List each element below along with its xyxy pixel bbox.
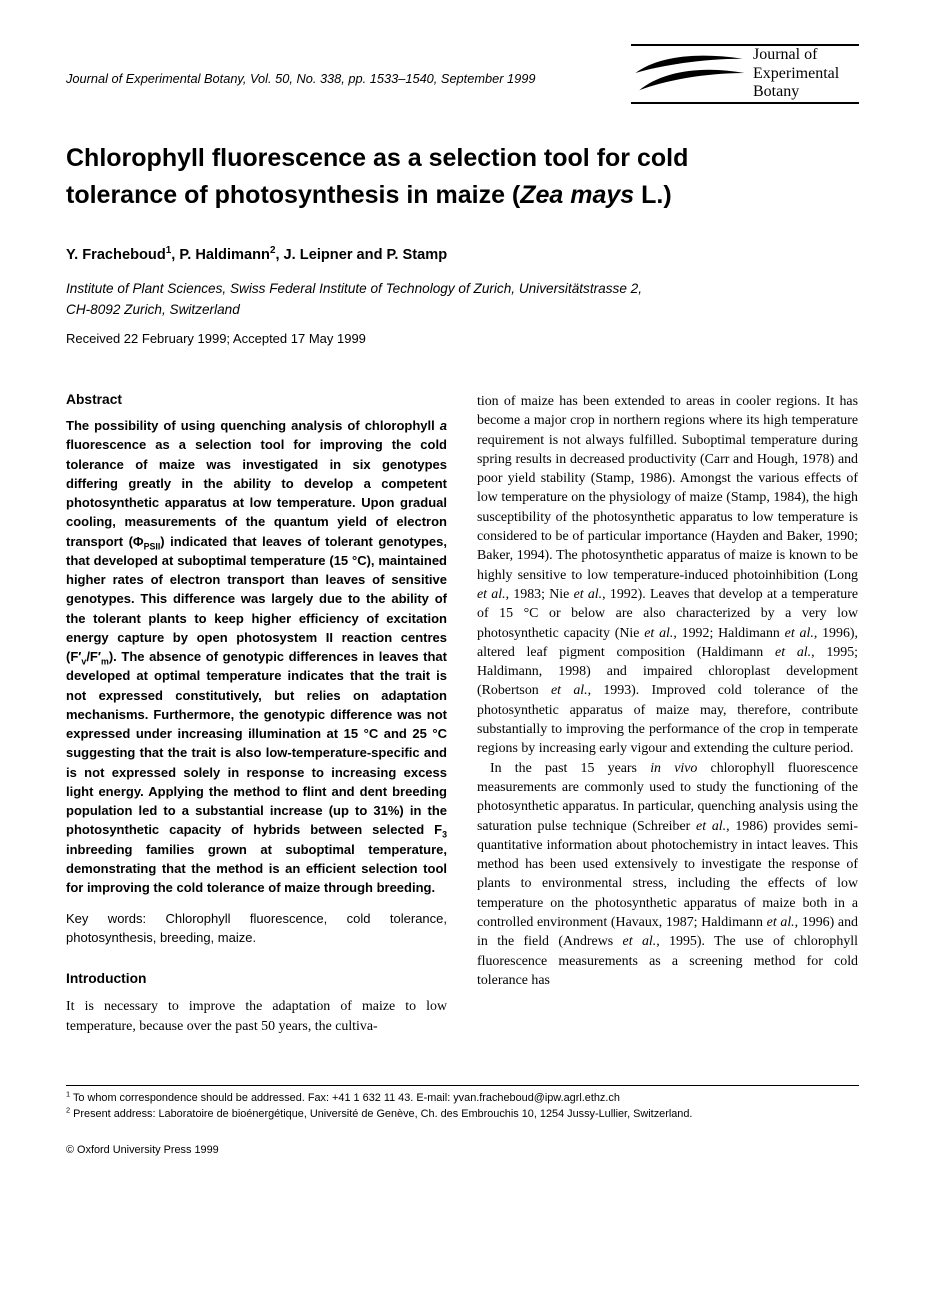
body-paragraph-2: In the past 15 years in vivo chlorophyll fluorescence measurements are commonly used to study the functioning of the photosynthetic apparatus. In particular, quenching analysis using the saturation pulse technique (Schreiber et al., 1986) provides semi-quantitative information about photochemistry in intact leaves. This method has been used extensively to investigate the response of plants to environmental stress, including the effects of low temperature on the photosynthetic apparatus of maize both in a controlled environment (Havaux, 1987; Haldimann et al., 1996) and in the field (Andrews et al., 1995). The use of chlorophyll fluorescence measurements as a screening method for cold tolerance has (477, 760, 858, 988)
logo-body (631, 46, 859, 102)
article-title-line-2: tolerance of photosynthesis in maize (Zea mays L.) (66, 181, 672, 209)
abstract-text: The possibility of using quenching analysis of chlorophyll a fluorescence as a selection tool for improving the cold tolerance of maize was investigated in six genotypes differing greatly in the ability to develop a competent photosynthetic apparatus at low temperature. Upon gradual cooling, measurements of the quantum yield of electron transport $(\Phi_{PSII})$ indicated that leaves of tolerant genotypes, that developed at suboptimal temperature (15 °C), maintained higher rates of electron transport than leaves of sensitive genotypes. This difference was largely due to the ability of the tolerant plants to keep higher efficiency of excitation energy capture by open photosystem II reaction centres $(F'_v/F'_m)$. The absence of genotypic differences in leaves that developed at optimal temperature indicates that the trait is not expressed constitutively, but relies on adaptation mechanisms. Furthermore, the genotypic difference was not expressed under increasing illumination at 15 °C and 25 °C suggesting that the trait is also low-temperature-specific and is not expressed solely in response to increasing excess light energy. Applying the method to flint and dent breeding population led to a substantial increase (up to 31%) in the photosynthetic capacity of hybrids between selected $F_3$ inbreeding families grown at suboptimal temperature, demonstrating that the method is an efficient selection tool for improving the cold tolerance of maize through breeding. (66, 418, 447, 895)
affiliation (66, 278, 776, 320)
copyright-notice: © Oxford University Press 1999 (66, 1144, 219, 1156)
logo-title-line: Journal of (753, 46, 818, 64)
footnote-divider (66, 1085, 859, 1086)
journal-logo-title (753, 46, 839, 102)
abstract-heading: Abstract (66, 392, 122, 407)
journal-logo-swoosh-icon (631, 52, 747, 96)
logo-title-line: Botany (753, 83, 800, 101)
affiliation-line-1: Institute of Plant Sciences, Swiss Federal Institute of Technology of Zurich, Universitätstrasse 2, (66, 281, 642, 296)
logo-title-line: Experimental (753, 64, 840, 82)
logo-bottom-rule (631, 102, 859, 104)
journal-logo (631, 44, 859, 104)
received-accepted-dates: Received 22 February 1999; Accepted 17 May 1999 (66, 331, 366, 346)
affiliation-line-2: CH-8092 Zurich, Switzerland (66, 302, 240, 317)
author-list: Y. Fracheboud$^1$, P. Haldimann$^2$, J. Leipner and P. Stamp (66, 245, 448, 263)
article-body (66, 392, 859, 1036)
journal-citation: Journal of Experimental Botany, Vol. 50, No. 338, pp. 1533–1540, September 1999 (66, 71, 536, 86)
footnote-present-address: $^2$ Present address: Laboratoire de bioénergétique, Université de Genève, Ch. des Embrouchis 10, 1254 Jussy-Lullier, Switzerland. (66, 1104, 693, 1120)
left-column (66, 392, 447, 1036)
right-column (477, 392, 858, 990)
footnote-correspondence: $^1$ To whom correspondence should be addressed. Fax: +41 1 632 11 43. E-mail: yvan.fracheboud@ipw.agrl.ethz.ch (66, 1089, 620, 1104)
introduction-heading: Introduction (66, 971, 147, 987)
introduction-opening-paragraph: It is necessary to improve the adaptation of maize to low temperature, because over the past 50 years, the cultiva- (66, 999, 447, 1034)
body-paragraph-1: tion of maize has been extended to areas in cooler regions. It has become a major crop in northern regions where its high temperature requirement is not always fulfilled. Suboptimal temperature during spring results in decreased productivity (Carr and Hough, 1978) and poor yield stability (Stamp, 1986). Amongst the various effects of low temperature on the physiology of maize (Stamp, 1984), the high susceptibility of the photosynthetic apparatus to low temperature is considered to be of particular importance (Hayden and Baker, 1990; Baker, 1994). The photosynthetic apparatus of maize is known to be highly sensitive to low temperature-induced photoinhibition (Long et al., 1983; Nie et al., 1992). Leaves that develop at a temperature of 15 °C or below are also characterized by a very low photosynthetic capacity (Nie et al., 1992; Haldimann et al., 1996), altered leaf pigment composition (Haldimann et al., 1995; Haldimann, 1998) and impaired chloroplast development (Robertson et al., 1993). Improved cold tolerance of the photosynthetic apparatus of maize may, therefore, contribute substantially to improving the performance of the crop in temperate regions by increasing early vigour and extending the culture period. (477, 394, 859, 757)
article-title (66, 140, 826, 214)
footnotes (66, 1091, 859, 1122)
article-title-line-1: Chlorophyll fluorescence as a selection tool for cold (66, 144, 689, 172)
keywords: Key words: Chlorophyll fluorescence, cold tolerance, photosynthesis, breeding, maize. (66, 911, 447, 946)
